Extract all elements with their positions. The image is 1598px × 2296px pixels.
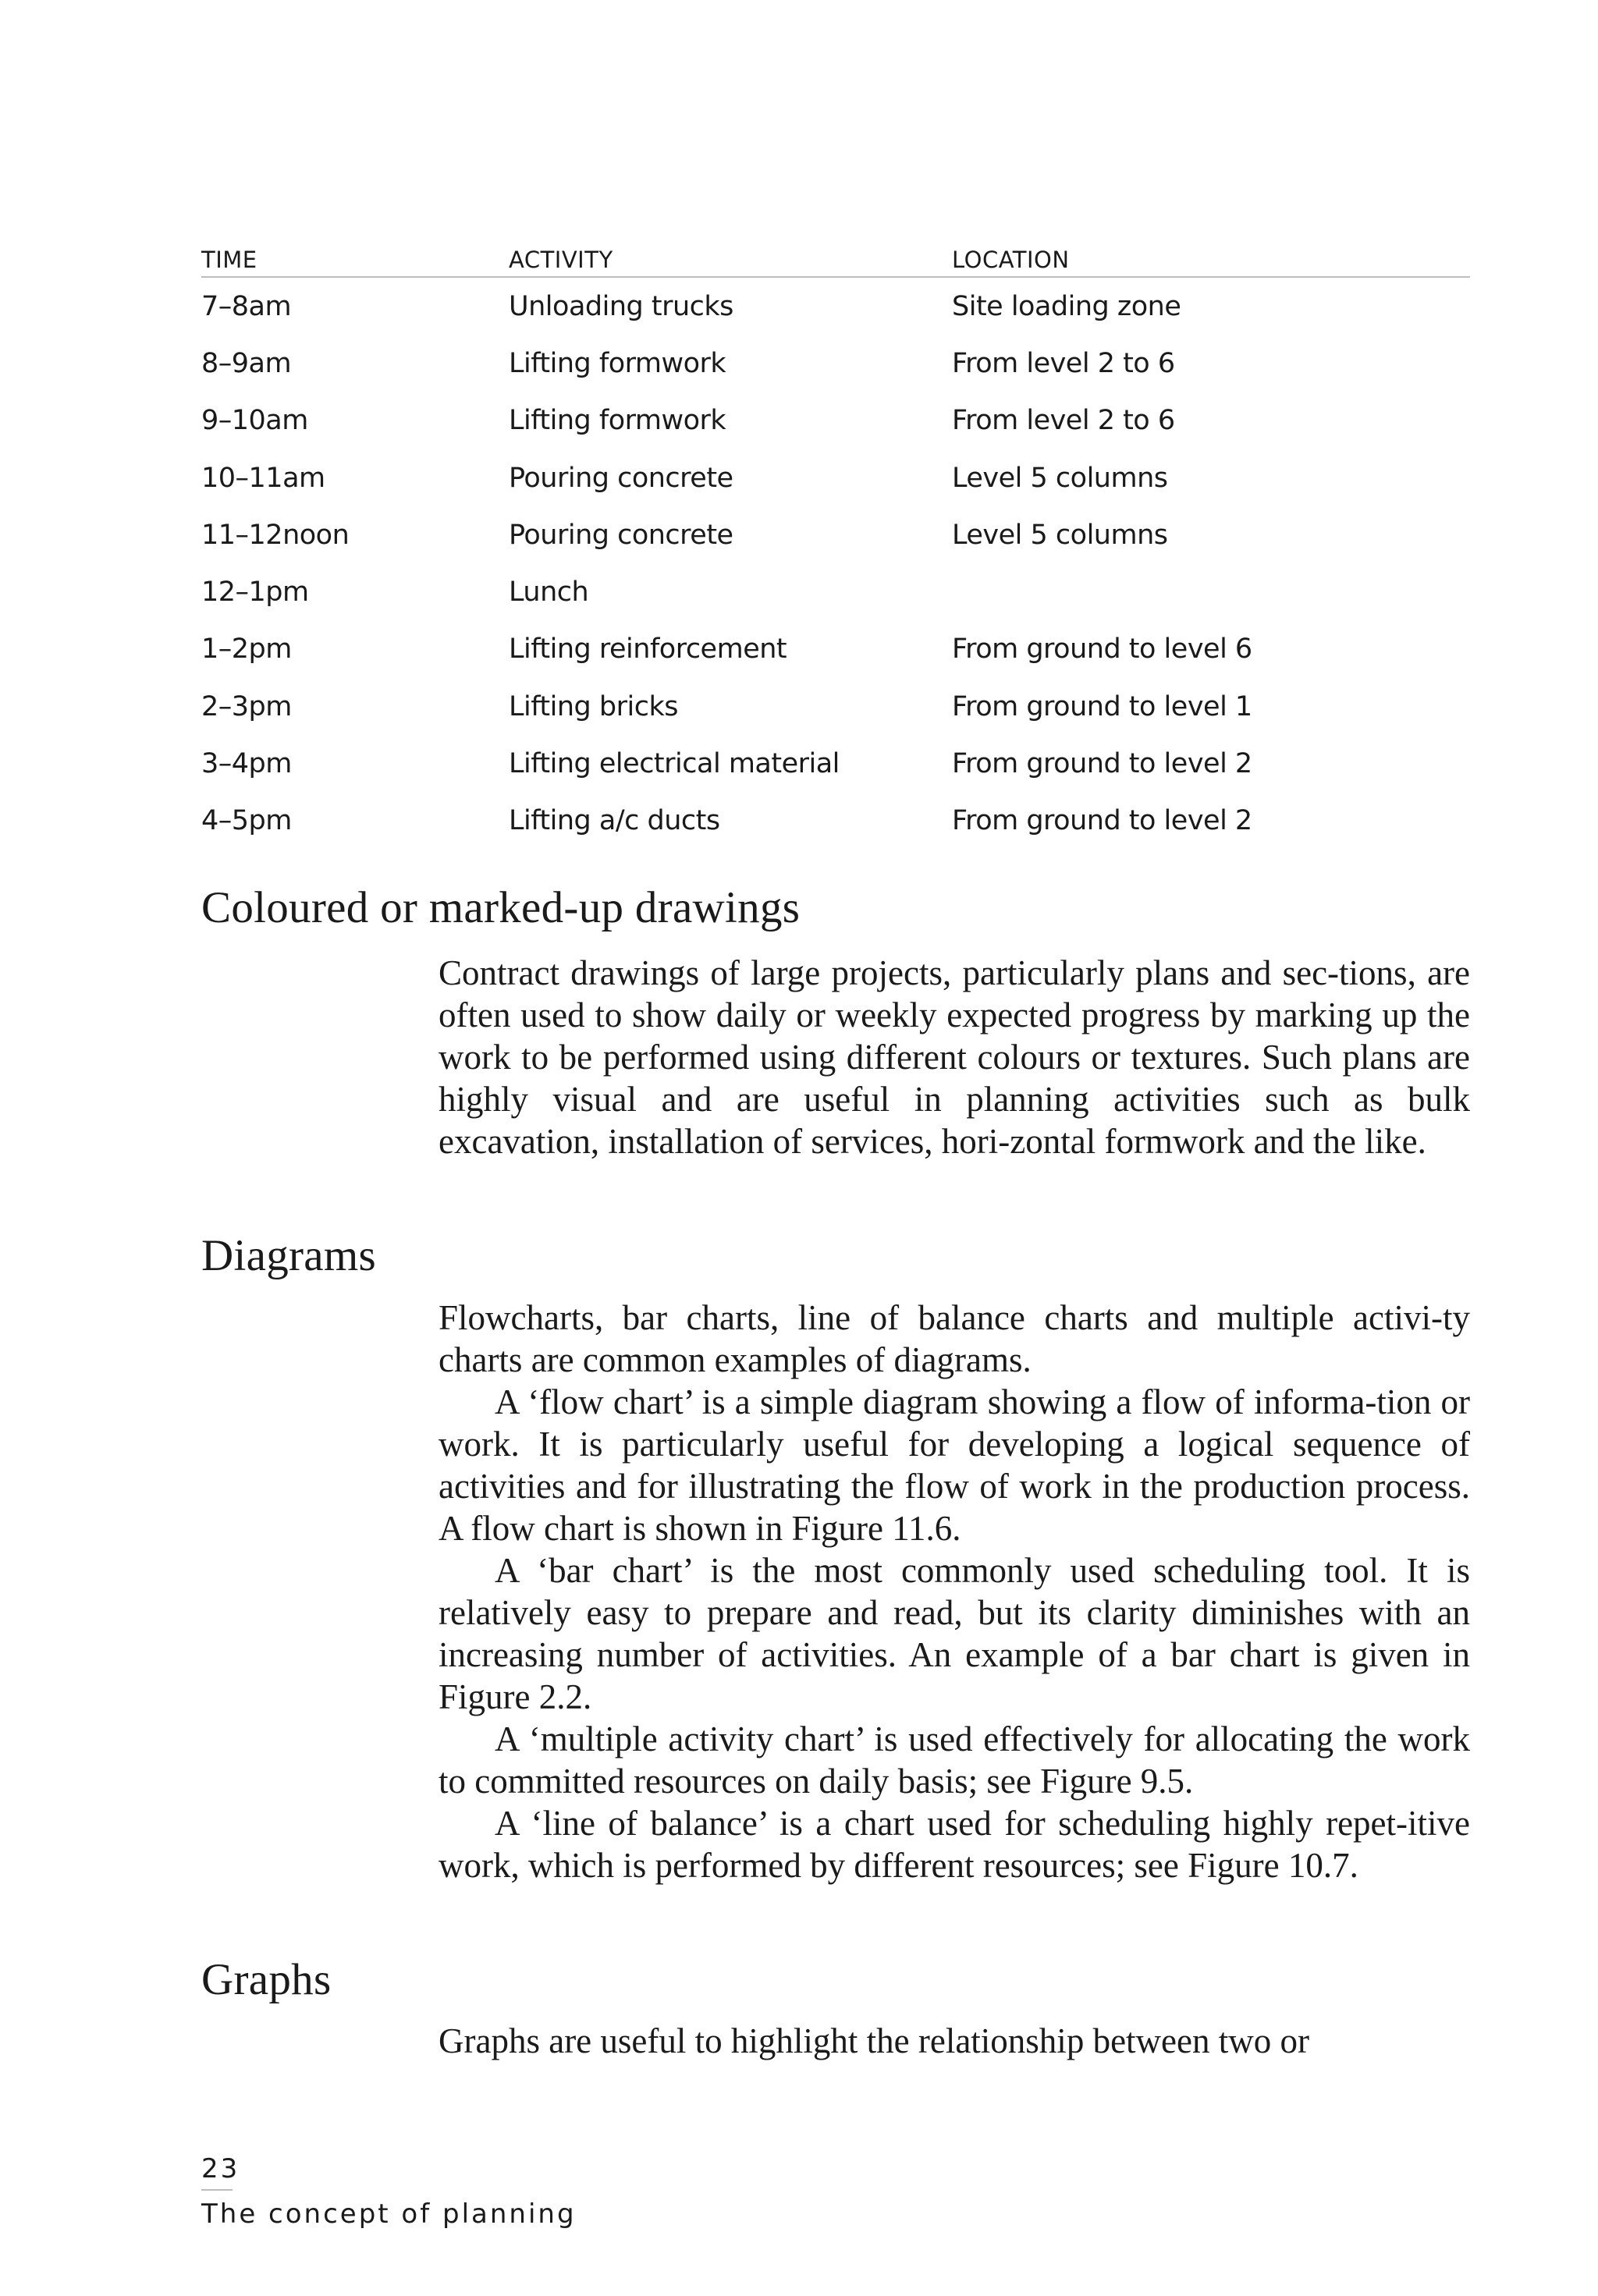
table-row (201, 621, 1470, 678)
table-row (201, 563, 1470, 620)
cell-time: 10–11am (201, 462, 325, 494)
table-header (201, 242, 1470, 278)
cell-activity: Lifting reinforcement (509, 633, 787, 665)
table-row (201, 335, 1470, 392)
cell-activity: Lifting formwork (509, 405, 726, 437)
cell-activity: Lifting electrical material (509, 748, 840, 780)
cell-time: 3–4pm (201, 748, 292, 780)
running-footer-chapter-title: The concept of planning (201, 2198, 577, 2230)
cell-time: 11–12noon (201, 519, 350, 551)
cell-location: Level 5 columns (952, 462, 1168, 494)
table-row (201, 506, 1470, 563)
paragraph: A ‘bar chart’ is the most commonly used scheduling tool. It is relatively easy to prepare and read, but its clarity diminishes with an increasing number of activities. An example of a bar chart is given in Figure 2.2. (439, 1551, 1470, 1716)
cell-time: 9–10am (201, 405, 308, 437)
cell-location: From level 2 to 6 (952, 405, 1175, 437)
column-header-activity: ACTIVITY (509, 247, 613, 273)
table-row (201, 678, 1470, 735)
cell-location: Level 5 columns (952, 519, 1168, 551)
paragraph: A ‘line of balance’ is a chart used for scheduling highly repet-itive work, which is performed by different resources; see Figure 10.7. (439, 1804, 1470, 1885)
column-header-location: LOCATION (952, 247, 1070, 273)
schedule-table (201, 242, 1470, 850)
cell-activity: Pouring concrete (509, 462, 733, 494)
table-row (201, 793, 1470, 850)
section-heading-diagrams: Diagrams (201, 1231, 376, 1280)
table-row (201, 278, 1470, 335)
cell-activity: Lifting a/c ducts (509, 805, 720, 837)
cell-location: Site loading zone (952, 290, 1181, 322)
section-heading-graphs: Graphs (201, 1955, 332, 2004)
cell-activity: Unloading trucks (509, 290, 733, 322)
cell-location: From ground to level 2 (952, 748, 1252, 780)
paragraph: Graphs are useful to highlight the relationship between two or (439, 2021, 1309, 2060)
paragraph: A ‘flow chart’ is a simple diagram showing a flow of informa-tion or work. It is particularly useful for developing a logical sequence of activities and for illustrating the flow of work in the production process. A flow chart is shown in Figure 11.6. (439, 1382, 1470, 1548)
section-body-graphs (439, 2020, 1470, 2062)
cell-location: From level 2 to 6 (952, 347, 1175, 379)
cell-time: 7–8am (201, 290, 292, 322)
page-number: 23 (201, 2153, 240, 2184)
footer-divider (201, 2189, 233, 2191)
cell-time: 8–9am (201, 347, 292, 379)
section-body-coloured-drawings (439, 952, 1470, 1162)
cell-activity: Lunch (509, 577, 589, 609)
cell-activity: Pouring concrete (509, 519, 733, 551)
cell-time: 1–2pm (201, 633, 292, 665)
paragraph: Contract drawings of large projects, particularly plans and sec-tions, are often used to show daily or weekly expected progress by marking up the work to be performed using different colours or textures. Such plans are highly visual and are useful in planning activities such as bulk excavation, installation of services, hori-zontal formwork and the like. (439, 953, 1470, 1161)
cell-location: From ground to level 6 (952, 633, 1252, 665)
paragraph: Flowcharts, bar charts, line of balance charts and multiple activi-ty charts are common examples of diagrams. (439, 1298, 1470, 1379)
column-header-time: TIME (201, 247, 257, 273)
cell-time: 4–5pm (201, 805, 292, 837)
section-heading-coloured-drawings: Coloured or marked-up drawings (201, 883, 801, 932)
cell-time: 2–3pm (201, 690, 292, 722)
table-row (201, 735, 1470, 792)
cell-location: From ground to level 2 (952, 805, 1252, 837)
table-row (201, 392, 1470, 449)
section-body-diagrams (439, 1297, 1470, 1886)
cell-activity: Lifting formwork (509, 347, 726, 379)
cell-time: 12–1pm (201, 577, 309, 609)
cell-activity: Lifting bricks (509, 690, 678, 722)
paragraph: A ‘multiple activity chart’ is used effectively for allocating the work to committed resources on daily basis; see Figure 9.5. (439, 1719, 1470, 1801)
cell-location: From ground to level 1 (952, 690, 1252, 722)
table-row (201, 449, 1470, 506)
